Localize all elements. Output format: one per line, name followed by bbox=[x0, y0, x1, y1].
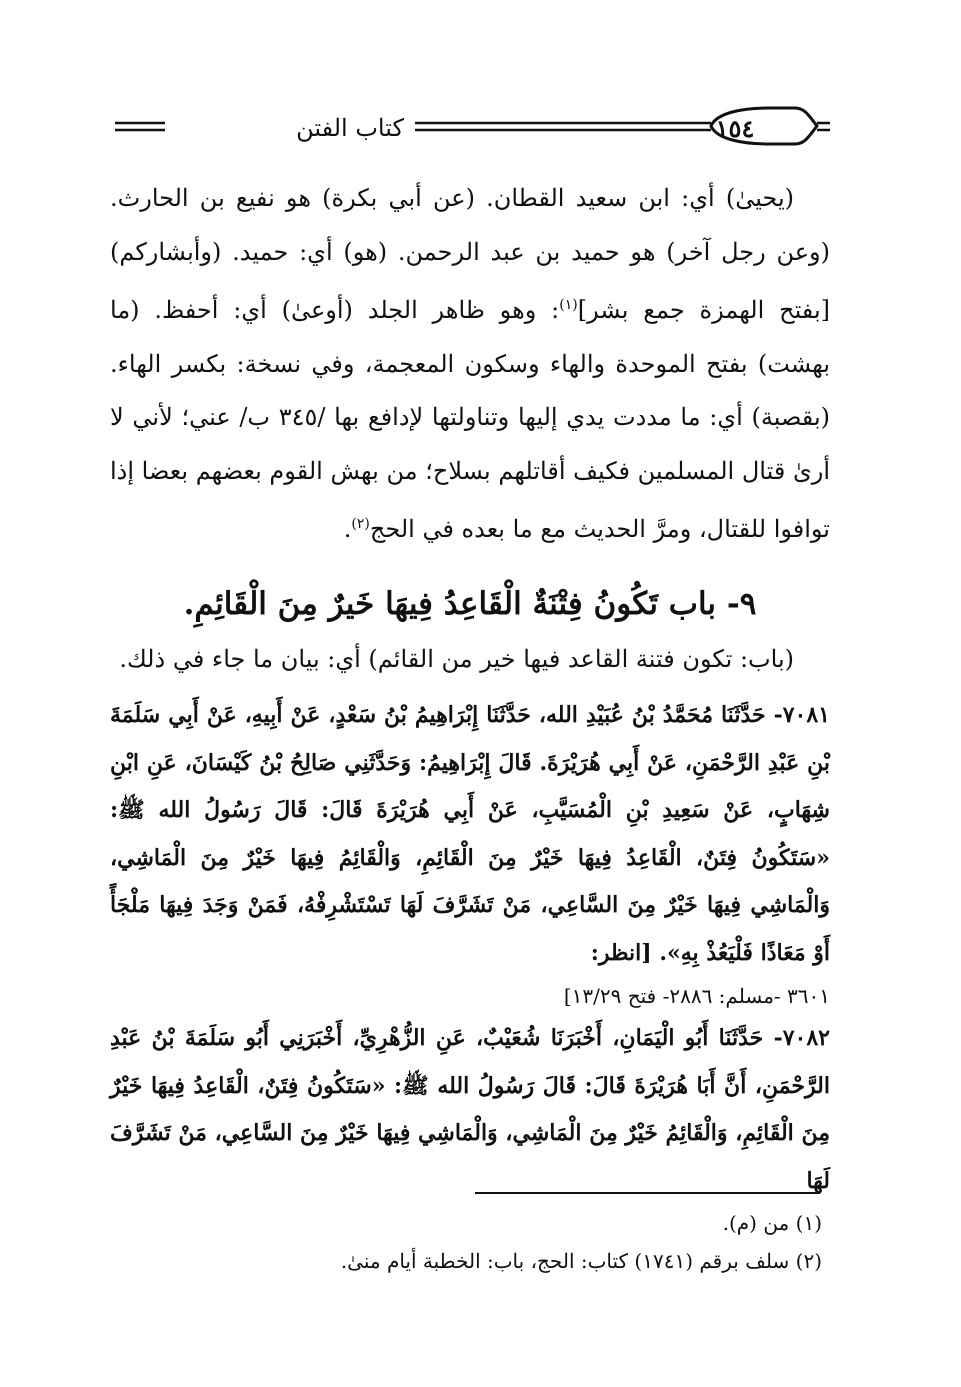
text-line: (أوعىٰ) أي: أحفظ. (ما بهشت) بفتح الموحدة والهاء وسكون bbox=[110, 296, 831, 378]
footnote-1: (١) من (م). bbox=[722, 1211, 822, 1235]
chapter-commentary bbox=[110, 633, 830, 687]
hadith-line: فِتَنٌ، الْقَاعِدُ فِيهَا خَيْرٌ مِنَ الْقَائِمِ، وَالْقَائِمُ فِيهَا خَيْرٌ مِنَ الْمَاشِي، وَالْمَاشِي فِيهَا خَيْرٌ مِنَ bbox=[110, 844, 830, 918]
main-text bbox=[110, 172, 830, 1205]
hadith-reference: ٣٦٠١ -مسلم: ٢٨٨٦- فتح ١٣/٢٩] bbox=[563, 984, 830, 1008]
footnote-marker: (٢) bbox=[351, 516, 370, 532]
hadith-line: ٧٠٨١- حَدَّثَنَا مُحَمَّدُ بْنُ عُبَيْدِ الله، حَدَّثَنَا إِبْرَاهِيمُ بْنُ سَعْدٍ، عَنْ أَبِيهِ، عَنْ أَبِي bbox=[168, 702, 830, 728]
commentary-paragraph bbox=[110, 172, 830, 557]
page-header bbox=[105, 100, 830, 158]
hadith-line: السَّاعِي، مَنْ تَشَرَّفَ لَهَا تَسْتَشْرِفْهُ، فَمَنْ وَجَدَ فِيهَا مَلْجَأً أَوْ مَعَاذًا فَلْيَعُذْ بِهِ». [انظر: bbox=[110, 892, 830, 966]
running-title: كتاب الفتن bbox=[285, 110, 415, 146]
hadith-7082 bbox=[110, 1015, 830, 1205]
text-line: وتناولتها لإدافع بها /٣٤٥ ب/ عني؛ لأني لا أرىٰ قتال المسلمين bbox=[110, 403, 830, 485]
text-line: (باب: تكون فتنة القاعد فيها خير من القائم) أي: بيان ما جاء في bbox=[172, 644, 794, 673]
text-line: : وهو ظاهر الجلد bbox=[367, 296, 560, 324]
text-line: فكيف أقاتلهم بسلاح؛ من بهش القوم بعضهم بعضا إذا توافوا للقتال، bbox=[110, 456, 830, 543]
footnote-marker: (١) bbox=[559, 297, 578, 313]
text-line: ذلك. bbox=[119, 644, 166, 673]
chapter-heading: ٩- باب تَكُونُ فِتْنَةٌ الْقَاعِدُ فِيهَا خَيرٌ مِنَ الْقَائِمِ. bbox=[183, 585, 757, 622]
hadith-line: عَبْدِ الرَّحْمَنِ، أَنَّ أَبَا هُرَيْرَةَ قَالَ: قَالَ رَسُولُ الله ﷺ: «سَتَكُونُ فِتَنٌ، الْقَاعِدُ فِيهَا خَيْرٌ bbox=[110, 1025, 830, 1099]
hadith-line: سَلَمَةَ بْنِ عَبْدِ الرَّحْمَنِ، عَنْ أَبِي هُرَيْرَةَ. قَالَ إِبْرَاهِيمُ: وَحَدَّثَنِي صَالِحُ بْنُ كَيْسَانَ، عَنِ bbox=[110, 702, 830, 776]
text-line: . bbox=[343, 515, 352, 543]
page-number: ١٥٤ bbox=[715, 114, 755, 143]
hadith-7081 bbox=[110, 692, 830, 977]
text-line: (يحيىٰ) أي: ابن سعيد القطان. (عن أبي بكرة) هو نفيع بن bbox=[199, 184, 795, 212]
footnote-divider bbox=[475, 1192, 820, 1194]
hadith-line: ٧٠٨٢- حَدَّثَنَا أَبُو الْيَمَانِ، أَخْبَرَنَا شُعَيْبٌ، عَنِ الزُّهْرِيِّ، أَخْبَرَنِي أَبُو سَلَمَةَ بْنُ bbox=[151, 1025, 830, 1051]
text-line: (وأبشاركم) [بفتح الهمزة جمع بشر] bbox=[110, 237, 830, 324]
footnotes bbox=[110, 1204, 822, 1280]
footnote-2: (٢) سلف برقم (١٧٤١) كتاب: الحج، باب: الخطبة أيام منىٰ. bbox=[340, 1249, 822, 1273]
hadith-line: مِنَ الْقَائِمِ، وَالْقَائِمُ خَيْرٌ مِنَ الْمَاشِي، وَالْمَاشِي فِيهَا خَيْرٌ مِنَ السَّاعِي، مَنْ تَشَرَّفَ لَهَا bbox=[110, 1120, 830, 1194]
text-line: ومرَّ الحديث مع ما بعده في الحج bbox=[369, 515, 692, 543]
text-line: الحارث. (وعن رجل آخر) هو حميد بن عبد الرحمن. (هو) أي: حميد. bbox=[110, 184, 830, 266]
text-line: المعجمة، وفي نسخة: بكسر الهاء. (بقصبة) أي: ما مددت يدي إليها bbox=[110, 349, 830, 431]
hadith-line: ابْنِ شِهَابٍ، عَنْ سَعِيدِ بْنِ الْمُسَيَّبِ، عَنْ أَبِي هُرَيْرَةَ قَالَ: قَالَ رَسُولُ الله ﷺ: «سَتَكُونُ bbox=[110, 749, 830, 871]
